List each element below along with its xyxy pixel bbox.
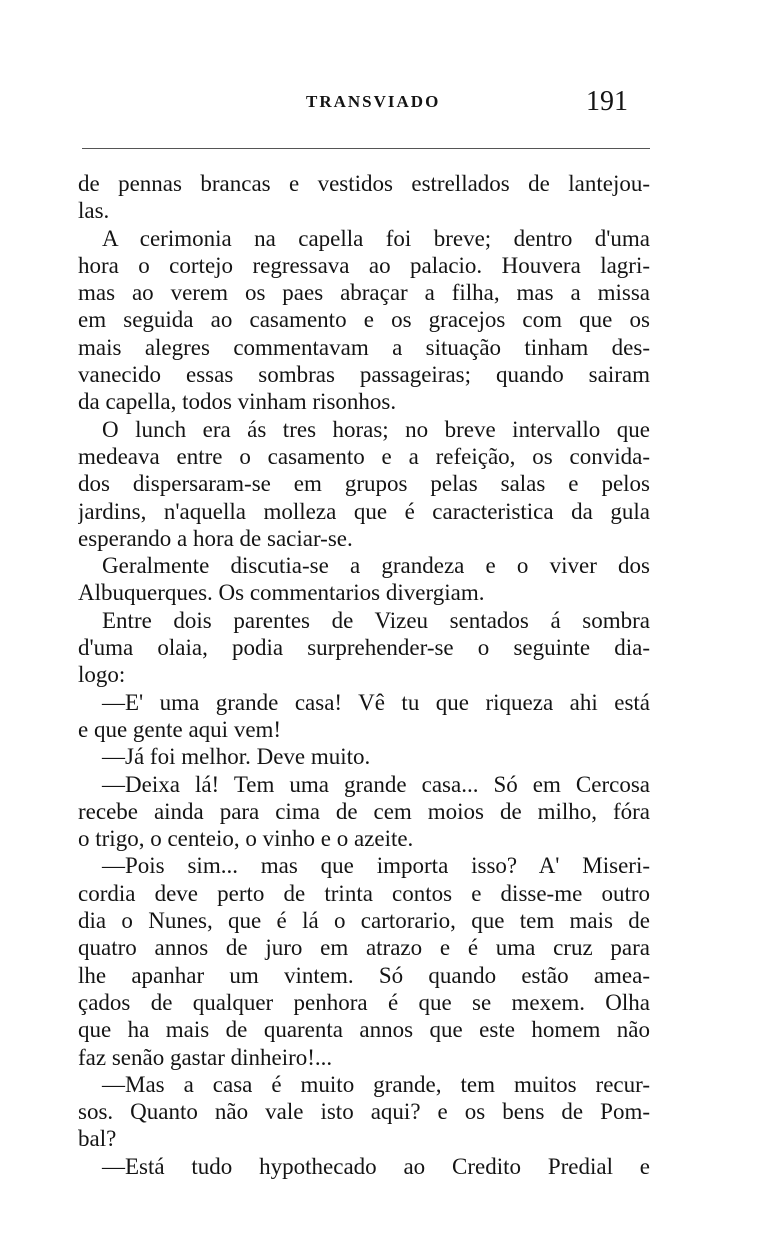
header-rule xyxy=(82,148,650,149)
text-line: medeava entre o casamento e a refeição, os convida- xyxy=(78,443,650,469)
text-line: O lunch era ás tres horas; no breve intervallo que xyxy=(102,416,650,442)
text-line: —Deixa lá! Tem uma grande casa... Só em Cercosa xyxy=(102,771,650,797)
text-line: sos. Quanto não vale isto aqui? e os bens de Pom- xyxy=(78,1099,650,1125)
text-line: Albuquerques. Os commentarios divergiam. xyxy=(78,580,485,606)
text-line: A cerimonia na capella foi breve; dentro d'uma xyxy=(102,225,650,251)
text-line: —Pois sim... mas que importa isso? A' Miseri- xyxy=(102,853,650,879)
text-line: e que gente aqui vem! xyxy=(78,716,282,742)
text-line: —E' uma grande casa! Vê tu que riqueza ahi está xyxy=(102,689,650,715)
text-line: logo: xyxy=(78,662,126,688)
text-line: esperando a hora de saciar-se. xyxy=(78,525,353,551)
text-line: que ha mais de quarenta annos que este homem não xyxy=(78,1017,650,1043)
text-line: —Está tudo hypothecado ao Credito Predial e xyxy=(102,1153,650,1179)
text-line: de pennas brancas e vestidos estrellados de lantejou- xyxy=(78,171,650,196)
text-line: recebe ainda para cima de cem moios de milho, fóra xyxy=(78,798,650,824)
text-line: vanecido essas sombras passageiras; quando sairam xyxy=(78,362,650,388)
page-number: 191 xyxy=(586,86,628,117)
text-line: o trigo, o centeio, o vinho e o azeite. xyxy=(78,826,414,852)
text-line: bal? xyxy=(78,1126,117,1152)
text-line: Entre dois parentes de Vizeu sentados á sombra xyxy=(102,607,650,633)
text-line: d'uma olaia, podia surprehender-se o seguinte dia- xyxy=(78,635,650,661)
text-line: —Mas a casa é muito grande, tem muitos recur- xyxy=(102,1071,650,1097)
text-line: hora o cortejo regressava ao palacio. Houvera lagri- xyxy=(78,252,650,278)
text-line: çados de qualquer penhora é que se mexem. Olha xyxy=(78,989,650,1015)
text-line: mas ao verem os paes abraçar a filha, mas a missa xyxy=(78,280,650,306)
text-line: mais alegres commentavam a situação tinham des- xyxy=(78,334,650,360)
text-line: em seguida ao casamento e os gracejos com que os xyxy=(78,307,650,333)
text-line: jardins, n'aquella molleza que é caracteristica da gula xyxy=(78,498,650,524)
page-header xyxy=(82,86,652,130)
text-line: da capella, todos vinham risonhos. xyxy=(78,389,397,415)
text-line: —Já foi melhor. Deve muito. xyxy=(102,744,371,770)
text-line: lhe apanhar um vintem. Só quando estão amea- xyxy=(78,962,650,988)
text-line: Geralmente discutia-se a grandeza e o viver dos xyxy=(102,553,650,579)
text-line: cordia deve perto de trinta contos e disse-me outro xyxy=(78,880,650,906)
running-title: TRANSVIADO xyxy=(306,92,441,111)
text-line: faz senão gastar dinheiro!... xyxy=(78,1044,333,1070)
body-text xyxy=(78,170,650,1180)
text-line: quatro annos de juro em atrazo e é uma cruz para xyxy=(78,935,650,961)
text-line: dia o Nunes, que é lá o cartorario, que tem mais de xyxy=(78,908,650,934)
text-line: las. xyxy=(78,198,110,224)
text-line: dos dispersaram-se em grupos pelas salas e pelos xyxy=(78,471,650,497)
